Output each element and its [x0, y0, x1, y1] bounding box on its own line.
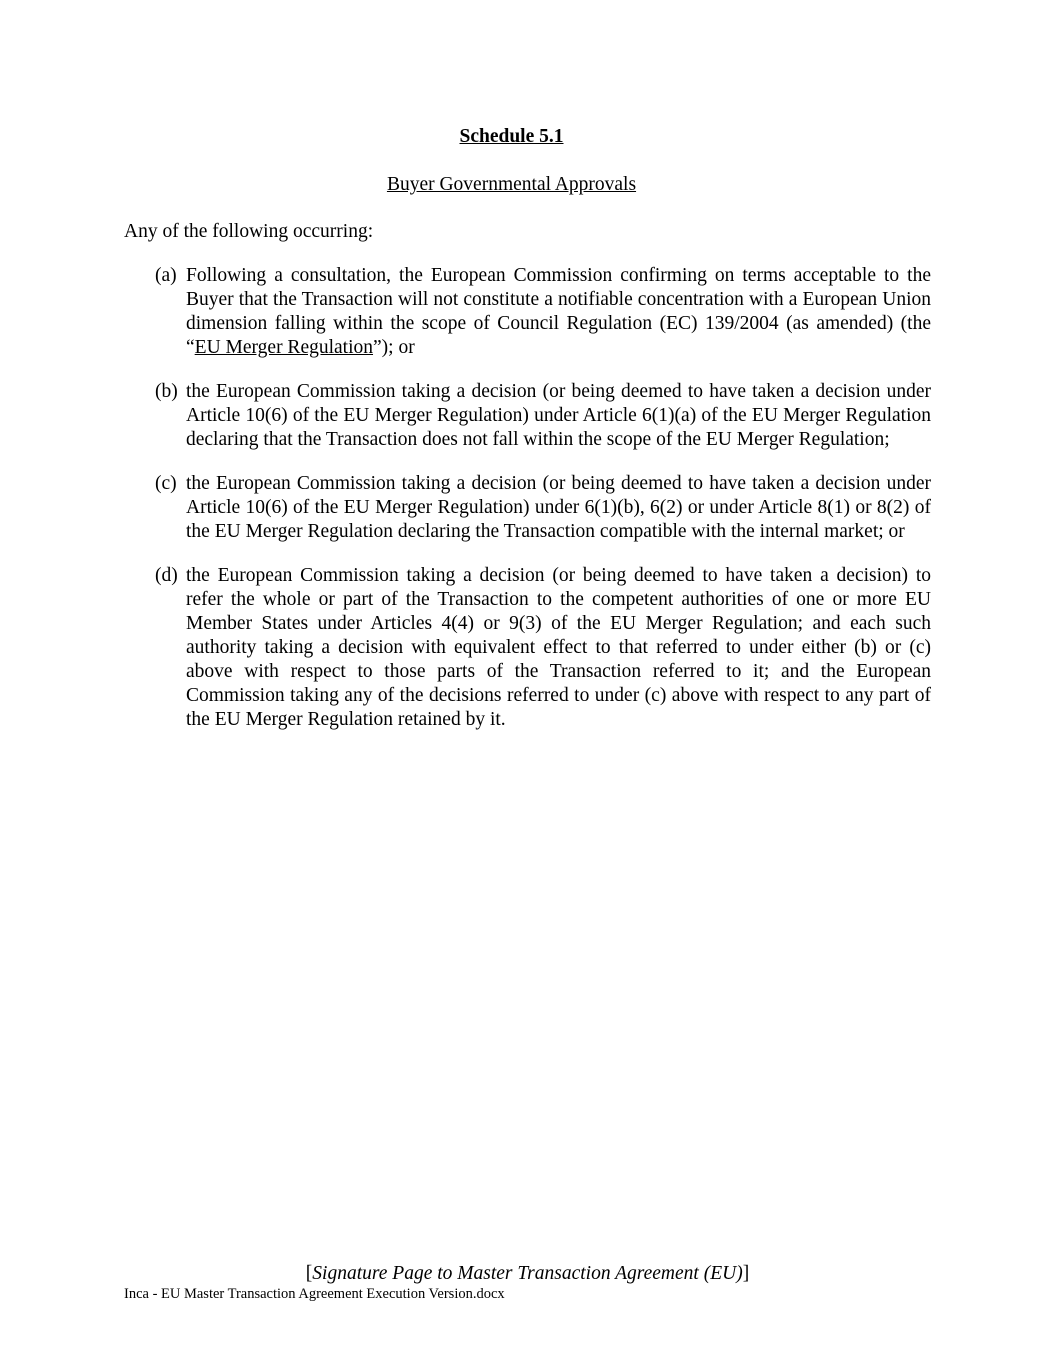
document-filename: Inca - EU Master Transaction Agreement Execution Version.docx: [124, 1286, 505, 1302]
signature-caption: Signature Page to Master Transaction Agreement (EU): [312, 1263, 743, 1284]
signature-page-footer: [0, 1262, 1055, 1286]
schedule-title: Schedule 5.1: [459, 126, 564, 147]
item-text-before: Following a consultation, the European Commission confirming on terms acceptable to the Buyer that the Transaction will not constitute a notifiable concentration with a European Union dimension falling within the scope of Council Regulation (EC) 139/2004 (as amended) (the “: [186, 265, 931, 358]
list-item-c: [155, 472, 931, 544]
list-item-b: [155, 380, 931, 452]
item-label: (c): [155, 473, 177, 494]
item-label: (a): [155, 265, 177, 286]
bracket-close: ]: [742, 1263, 750, 1284]
schedule-subtitle: Buyer Governmental Approvals: [386, 174, 637, 195]
list-item-d: [155, 564, 931, 732]
item-text: the European Commission taking a decision (or being deemed to have taken a decision under Article 10(6) of the EU Merger Regulation) under Article 6(1)(a) of the EU Merger Regulation declaring that the Transaction does not fall within the scope of the EU Merger Regulation;: [186, 381, 931, 450]
item-label: (b): [155, 381, 178, 402]
item-text-after: ”); or: [373, 337, 415, 358]
defined-term: EU Merger Regulation: [194, 337, 374, 358]
item-text: the European Commission taking a decision (or being deemed to have taken a decision) to refer the whole or part of the Transaction to the competent authorities of one or more EU Member States under Articles 4(4) or 9(3) of the EU Merger Regulation; and each such authority taking a decision with equivalent effect to that referred to under either (b) or (c) above with respect to those parts of the Transaction referred to it; and the European Commission taking any of the decisions referred to under (c) above with respect to any part of the EU Merger Regulation retained by it.: [186, 565, 931, 730]
item-label: (d): [155, 565, 178, 586]
item-text: the European Commission taking a decision (or being deemed to have taken a decision under Article 10(6) of the EU Merger Regulation) under 6(1)(b), 6(2) or under Article 8(1) or 8(2) of the EU Merger Regulation declaring the Transaction compatible with the internal market; or: [186, 473, 931, 542]
item-text: [186, 264, 931, 360]
intro-text: Any of the following occurring:: [124, 221, 374, 242]
approval-list: [155, 264, 931, 752]
bracket-open: [: [305, 1263, 313, 1284]
list-item-a: [155, 264, 931, 360]
